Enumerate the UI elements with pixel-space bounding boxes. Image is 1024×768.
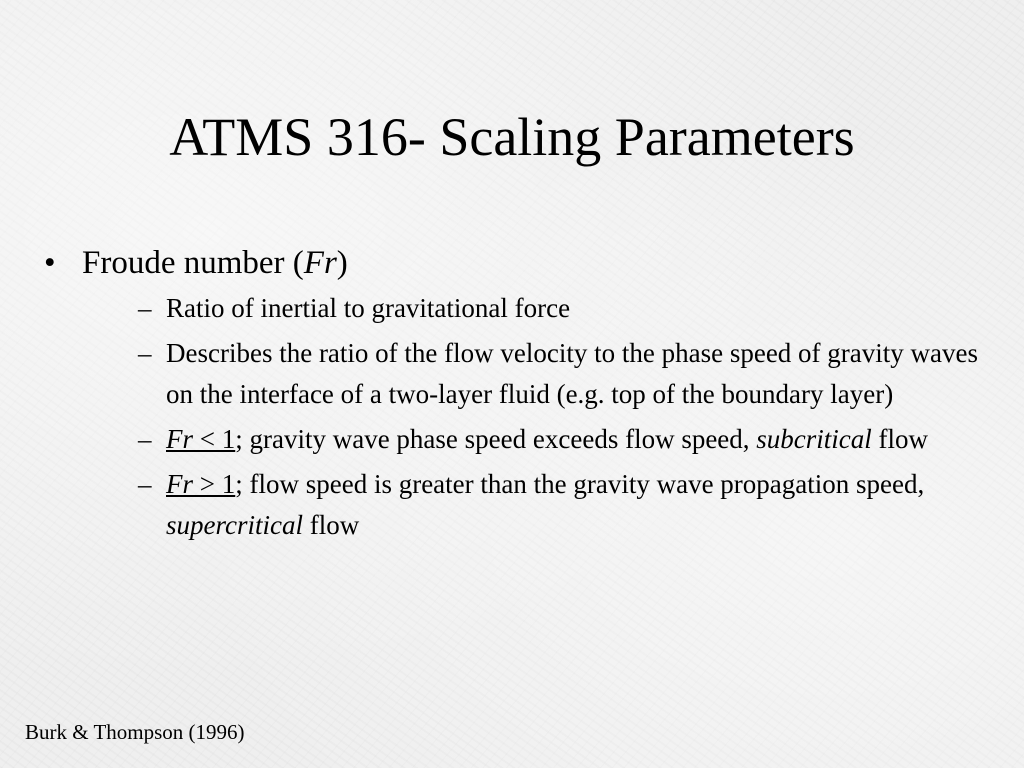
citation-footer: Burk & Thompson (1996) [25, 720, 245, 744]
condition-rest: < 1 [193, 424, 236, 454]
sub-bullet-subcritical [82, 419, 986, 460]
slide-title: ATMS 316- Scaling Parameters [169, 107, 855, 167]
froude-symbol: Fr [166, 424, 193, 454]
sub-bullet-text: ; gravity wave phase speed exceeds flow speed, [235, 424, 757, 454]
froude-symbol: Fr [303, 245, 337, 281]
dash-marker: – [138, 424, 152, 454]
sub-bullet-text: ; flow speed is greater than the gravity wave propagation speed, [235, 469, 925, 499]
supercritical-term: supercritical [166, 510, 303, 540]
main-bullet-close: ) [336, 245, 348, 281]
main-bullet-text: Froude number ( [82, 245, 304, 281]
sub-bullet-describes-ratio [82, 333, 986, 415]
main-bullet-froude-number [44, 241, 978, 546]
sub-bullet-text: Describes the ratio of the flow velocity to the phase speed of gravity waves on the interface of a two-layer fluid (e.g. top of the boundary layer) [166, 338, 978, 409]
sub-bullet-text: Ratio of inertial to gravitational force [166, 293, 571, 323]
sub-bullet-tail: flow [871, 424, 929, 454]
subcritical-term: subcritical [756, 424, 872, 454]
condition-less-than-one [166, 424, 235, 454]
froude-symbol: Fr [166, 469, 193, 499]
dash-marker: – [138, 338, 152, 368]
bullet-list [44, 241, 978, 550]
dash-marker: – [138, 469, 152, 499]
sub-bullet-tail: flow [302, 510, 360, 540]
sub-bullet-supercritical [82, 464, 986, 546]
sub-bullet-ratio-inertial [82, 288, 986, 329]
condition-greater-than-one [166, 469, 235, 499]
bullet-marker: • [44, 245, 56, 281]
dash-marker: – [138, 293, 152, 323]
sub-bullet-list [82, 288, 978, 546]
condition-rest: > 1 [193, 469, 236, 499]
